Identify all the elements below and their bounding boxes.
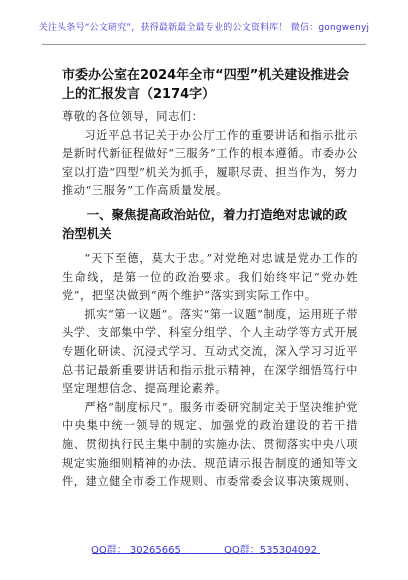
salutation: 尊敬的各位领导，同志们： (62, 110, 204, 123)
header-divider (42, 44, 366, 45)
paragraph: 严格“制度标尺”。服务市委研究制定关于坚决维护党中央集中统一领导的规定、加强党的政治建设的若干措施、贯彻执行民主集中制的实施办法、贯彻落实中央八项规定实施细则精神的办法、规范请示报告制度的通知等文件，建立健全市委工作规则、市委常委会议事决策规则、 (62, 400, 358, 489)
paragraph: 抓实“第一议题”。落实“第一议题”制度，运用班子带头学、支部集中学、科室分组学、个人主动学等方式开展专题化研读、沉浸式学习、互动式交流，深入学习习近平总书记最新重要讲话和指示批示精神，在深学细悟笃行中坚定理想信念、提高理论素养。 (62, 307, 358, 396)
document-title: 市委办公室在2024年全市“四型”机关建设推进会上的汇报发言（2174字） (62, 68, 350, 102)
promo-banner: 关注头条号“公文研究”，获得最新最全最专业的公文资料库！ 微信：gongwenyj (38, 23, 370, 33)
document-body (62, 66, 358, 492)
footer-divider (92, 553, 320, 554)
intro-paragraph: 习近平总书记关于办公厅工作的重要讲话和指示批示是新时代新征程做好“三服务”工作的根本遵循。市委办公室以打造“四型”机关为抓手，履职尽责、担当作为，努力推动“三服务”工作高质量发展。 (62, 128, 358, 198)
paragraph: “天下至德，莫大于忠。”对党绝对忠诚是党办工作的生命线，是第一位的政治要求。我们始终牢记“党办姓党”，把坚决做到“两个维护”落实到实际工作中。 (62, 251, 358, 303)
qq-group-2: QQ群：535304092 (224, 545, 318, 556)
qq-group-1: QQ群： 30265665 (90, 545, 181, 556)
section-heading: 一、聚焦提高政治站位，着力打造绝对忠诚的政治型机关 (62, 206, 347, 242)
